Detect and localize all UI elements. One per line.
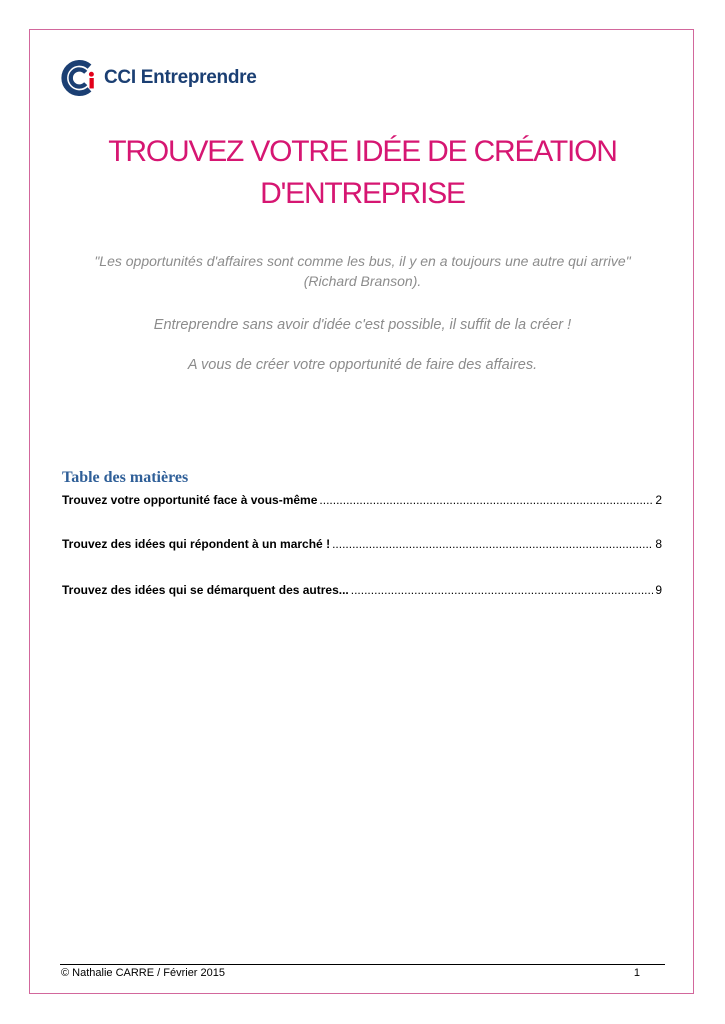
footer-divider bbox=[60, 964, 665, 965]
toc-entry-label[interactable]: Trouvez des idées qui répondent à un marché ! bbox=[62, 537, 331, 551]
footer-page-number: 1 bbox=[633, 967, 640, 979]
cci-logo-icon bbox=[61, 59, 99, 97]
quote-text: "Les opportunités d'affaires sont comme les bus, il y en a toujours une autre qui arrive" bbox=[94, 253, 631, 269]
toc-entry-page[interactable]: 8 bbox=[655, 537, 662, 551]
logo-text: CCI Entreprendre bbox=[104, 67, 257, 88]
toc-heading: Table des matières bbox=[62, 469, 189, 486]
title-line-1: TROUVEZ VOTRE IDÉE DE CRÉATION bbox=[108, 135, 617, 168]
quote-attribution: (Richard Branson). bbox=[303, 273, 422, 289]
toc-entry-page[interactable]: 9 bbox=[655, 583, 662, 597]
toc-entry[interactable] bbox=[62, 537, 662, 551]
toc-entry-page[interactable]: 2 bbox=[655, 493, 662, 507]
title-line-2: D'ENTREPRISE bbox=[260, 177, 465, 210]
toc-leader-dots bbox=[319, 493, 653, 507]
toc-entry[interactable] bbox=[62, 583, 662, 597]
footer-copyright: © Nathalie CARRE / Février 2015 bbox=[61, 967, 226, 979]
intro-line-2: Entreprendre sans avoir d'idée c'est possible, il suffit de la créer ! bbox=[153, 317, 572, 333]
toc-entry-label[interactable]: Trouvez des idées qui se démarquent des autres... bbox=[62, 583, 349, 597]
page-title bbox=[60, 131, 665, 215]
intro-line-3: A vous de créer votre opportunité de faire des affaires. bbox=[187, 357, 538, 373]
toc-entry-label[interactable]: Trouvez votre opportunité face à vous-même bbox=[62, 493, 318, 507]
logo bbox=[61, 58, 257, 98]
toc-leader-dots bbox=[332, 537, 653, 551]
toc-leader-dots bbox=[351, 583, 654, 597]
branson-quote bbox=[60, 251, 665, 291]
toc-entry[interactable] bbox=[62, 493, 662, 507]
